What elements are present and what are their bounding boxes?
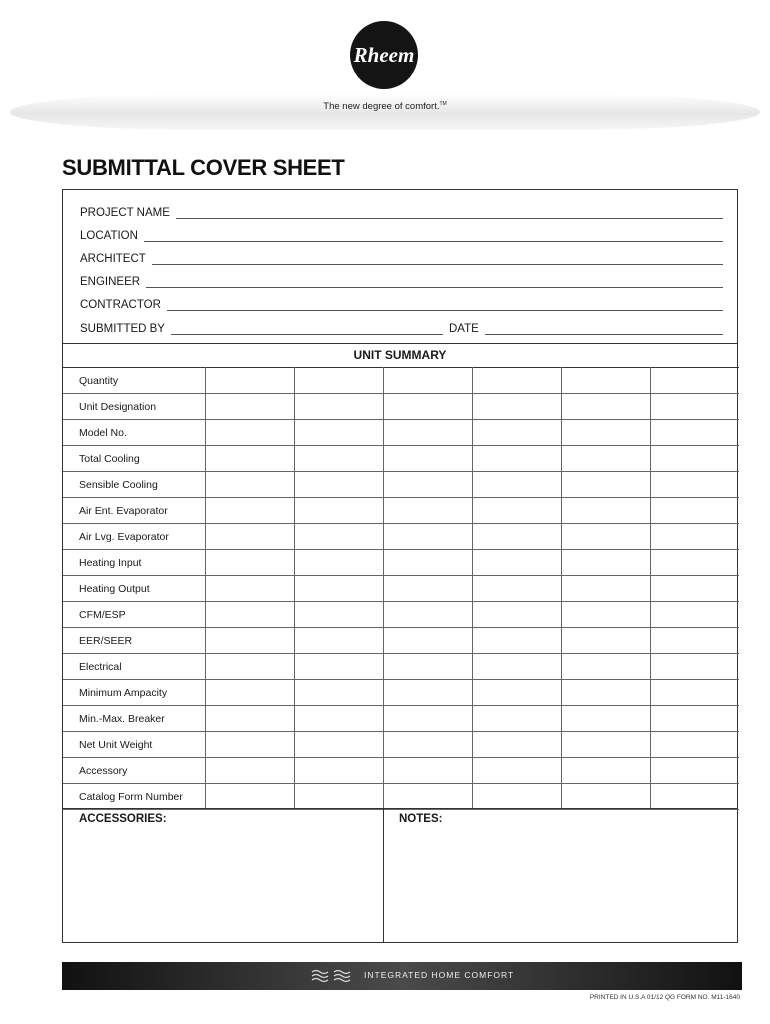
unit-cell[interactable] <box>294 498 383 524</box>
unit-cell[interactable] <box>294 550 383 576</box>
print-line: PRINTED IN U.S.A 01/12 QG FORM NO. M11-1640 <box>589 994 740 1001</box>
unit-cell[interactable] <box>294 446 383 472</box>
unit-cell[interactable] <box>205 706 294 732</box>
unit-cell[interactable] <box>472 654 561 680</box>
contractor-field[interactable] <box>167 300 723 311</box>
row-label: EER/SEER <box>63 628 205 654</box>
unit-cell[interactable] <box>294 628 383 654</box>
row-label: Catalog Form Number <box>63 784 205 810</box>
table-row <box>63 420 739 446</box>
unit-cell[interactable] <box>205 654 294 680</box>
engineer-label: ENGINEER <box>80 276 141 288</box>
unit-cell[interactable] <box>561 602 650 628</box>
unit-cell[interactable] <box>650 472 739 498</box>
unit-cell[interactable] <box>472 472 561 498</box>
unit-cell[interactable] <box>561 368 650 394</box>
table-row <box>63 758 739 784</box>
unit-cell[interactable] <box>561 576 650 602</box>
unit-cell[interactable] <box>472 420 561 446</box>
unit-cell[interactable] <box>472 576 561 602</box>
unit-cell[interactable] <box>472 732 561 758</box>
row-label: CFM/ESP <box>63 602 205 628</box>
unit-cell[interactable] <box>205 732 294 758</box>
project-name-row[interactable] <box>80 201 723 219</box>
unit-cell[interactable] <box>561 446 650 472</box>
row-label: Sensible Cooling <box>63 472 205 498</box>
air-icon <box>312 971 328 974</box>
table-row <box>63 602 739 628</box>
unit-cell[interactable] <box>650 706 739 732</box>
row-label: Quantity <box>63 368 205 394</box>
unit-summary-divider <box>63 343 737 344</box>
unit-cell[interactable] <box>650 758 739 784</box>
row-label: Air Ent. Evaporator <box>63 498 205 524</box>
architect-label: ARCHITECT <box>80 253 146 265</box>
unit-cell[interactable] <box>205 628 294 654</box>
unit-cell[interactable] <box>294 654 383 680</box>
unit-cell[interactable] <box>472 706 561 732</box>
unit-cell[interactable] <box>650 576 739 602</box>
unit-cell[interactable] <box>383 784 472 810</box>
unit-cell[interactable] <box>561 784 650 810</box>
unit-cell[interactable] <box>383 680 472 706</box>
unit-cell[interactable] <box>650 446 739 472</box>
submitted-by-row[interactable] <box>80 317 723 335</box>
unit-cell[interactable] <box>294 784 383 810</box>
row-label: Air Lvg. Evaporator <box>63 524 205 550</box>
table-row <box>63 394 739 420</box>
date-label: DATE <box>448 323 479 335</box>
unit-cell[interactable] <box>650 602 739 628</box>
unit-cell[interactable] <box>472 498 561 524</box>
table-row <box>63 680 739 706</box>
table-row <box>63 784 739 810</box>
unit-cell[interactable] <box>561 732 650 758</box>
unit-cell[interactable] <box>650 498 739 524</box>
table-row <box>63 628 739 654</box>
unit-cell[interactable] <box>205 498 294 524</box>
unit-cell[interactable] <box>294 602 383 628</box>
unit-cell[interactable] <box>205 680 294 706</box>
unit-cell[interactable] <box>472 394 561 420</box>
unit-cell[interactable] <box>383 472 472 498</box>
architect-field[interactable] <box>152 254 723 265</box>
engineer-row[interactable] <box>80 270 723 288</box>
unit-cell[interactable] <box>383 602 472 628</box>
unit-cell[interactable] <box>650 394 739 420</box>
unit-summary-heading: UNIT SUMMARY <box>353 348 447 362</box>
table-row <box>63 706 739 732</box>
unit-cell[interactable] <box>650 680 739 706</box>
unit-cell[interactable] <box>561 680 650 706</box>
table-row <box>63 368 739 394</box>
table-row <box>63 732 739 758</box>
notes-label: NOTES: <box>399 813 443 825</box>
unit-cell[interactable] <box>561 550 650 576</box>
row-label: Min.-Max. Breaker <box>63 706 205 732</box>
table-row <box>63 524 739 550</box>
unit-cell[interactable] <box>294 758 383 784</box>
unit-cell[interactable] <box>561 758 650 784</box>
unit-cell[interactable] <box>383 550 472 576</box>
unit-cell[interactable] <box>472 784 561 810</box>
row-label: Heating Input <box>63 550 205 576</box>
unit-cell[interactable] <box>383 394 472 420</box>
footer-text: INTEGRATED HOME COMFORT <box>364 970 515 980</box>
table-row <box>63 576 739 602</box>
unit-cell[interactable] <box>205 602 294 628</box>
unit-cell[interactable] <box>205 394 294 420</box>
table-row <box>63 446 739 472</box>
unit-cell[interactable] <box>650 368 739 394</box>
unit-cell[interactable] <box>294 420 383 446</box>
unit-cell[interactable] <box>561 420 650 446</box>
unit-cell[interactable] <box>561 498 650 524</box>
brand-tagline: The new degree of comfort.™ <box>323 101 447 113</box>
engineer-field[interactable] <box>146 277 723 288</box>
unit-cell[interactable] <box>383 732 472 758</box>
rheem-logo <box>349 20 419 90</box>
unit-cell[interactable] <box>472 550 561 576</box>
unit-cell[interactable] <box>561 524 650 550</box>
unit-cell[interactable] <box>205 420 294 446</box>
unit-cell[interactable] <box>294 706 383 732</box>
table-row <box>63 654 739 680</box>
unit-cell[interactable] <box>294 524 383 550</box>
unit-cell[interactable] <box>561 628 650 654</box>
water-icon <box>334 971 350 974</box>
row-label: Accessory <box>63 758 205 784</box>
unit-cell[interactable] <box>294 680 383 706</box>
contractor-label: CONTRACTOR <box>80 299 161 311</box>
unit-cell[interactable] <box>383 576 472 602</box>
unit-cell[interactable] <box>472 446 561 472</box>
form-box <box>62 189 738 943</box>
table-row <box>63 472 739 498</box>
architect-row[interactable] <box>80 247 723 265</box>
unit-cell[interactable] <box>205 576 294 602</box>
footer-bar <box>62 962 742 990</box>
project-name-label: PROJECT NAME <box>80 207 170 219</box>
unit-cell[interactable] <box>650 628 739 654</box>
accessories-notes-section <box>63 808 737 942</box>
unit-cell[interactable] <box>205 524 294 550</box>
unit-cell[interactable] <box>472 758 561 784</box>
project-name-field[interactable] <box>176 208 723 219</box>
unit-cell[interactable] <box>383 706 472 732</box>
unit-cell[interactable] <box>383 368 472 394</box>
unit-cell[interactable] <box>294 732 383 758</box>
comfort-icons <box>310 967 354 985</box>
location-label: LOCATION <box>80 230 138 242</box>
unit-cell[interactable] <box>472 602 561 628</box>
unit-cell[interactable] <box>205 784 294 810</box>
unit-cell[interactable] <box>650 420 739 446</box>
submitted-by-field[interactable] <box>171 324 443 335</box>
unit-cell[interactable] <box>472 680 561 706</box>
page-title: SUBMITTAL COVER SHEET <box>62 155 345 180</box>
unit-cell[interactable] <box>383 446 472 472</box>
row-label: Heating Output <box>63 576 205 602</box>
row-label: Total Cooling <box>63 446 205 472</box>
table-row <box>63 550 739 576</box>
date-field[interactable] <box>485 324 723 335</box>
unit-cell[interactable] <box>383 420 472 446</box>
row-label: Minimum Ampacity <box>63 680 205 706</box>
unit-cell[interactable] <box>205 446 294 472</box>
unit-cell[interactable] <box>650 550 739 576</box>
unit-summary-table <box>63 367 739 810</box>
table-row <box>63 498 739 524</box>
unit-cell[interactable] <box>561 706 650 732</box>
unit-cell[interactable] <box>383 654 472 680</box>
unit-cell[interactable] <box>650 524 739 550</box>
accessories-label: ACCESSORIES: <box>79 813 167 825</box>
unit-cell[interactable] <box>561 394 650 420</box>
row-label: Unit Designation <box>63 394 205 420</box>
row-label: Electrical <box>63 654 205 680</box>
unit-cell[interactable] <box>650 654 739 680</box>
unit-cell[interactable] <box>383 498 472 524</box>
section-divider <box>383 809 384 942</box>
contractor-row[interactable] <box>80 293 723 311</box>
unit-cell[interactable] <box>472 628 561 654</box>
submitted-by-label: SUBMITTED BY <box>80 323 165 335</box>
unit-cell[interactable] <box>294 394 383 420</box>
unit-cell[interactable] <box>205 758 294 784</box>
unit-cell[interactable] <box>472 524 561 550</box>
row-label: Model No. <box>63 420 205 446</box>
unit-cell[interactable] <box>294 368 383 394</box>
unit-cell[interactable] <box>205 472 294 498</box>
logo-wordmark: Rheem <box>353 43 415 67</box>
unit-cell[interactable] <box>294 576 383 602</box>
unit-cell[interactable] <box>205 550 294 576</box>
unit-cell[interactable] <box>472 368 561 394</box>
unit-cell[interactable] <box>205 368 294 394</box>
unit-cell[interactable] <box>383 628 472 654</box>
unit-cell[interactable] <box>383 524 472 550</box>
unit-cell[interactable] <box>561 654 650 680</box>
unit-cell[interactable] <box>650 784 739 810</box>
location-row[interactable] <box>80 224 723 242</box>
unit-cell[interactable] <box>294 472 383 498</box>
unit-cell[interactable] <box>650 732 739 758</box>
row-label: Net Unit Weight <box>63 732 205 758</box>
unit-cell[interactable] <box>561 472 650 498</box>
unit-cell[interactable] <box>383 758 472 784</box>
location-field[interactable] <box>144 231 723 242</box>
